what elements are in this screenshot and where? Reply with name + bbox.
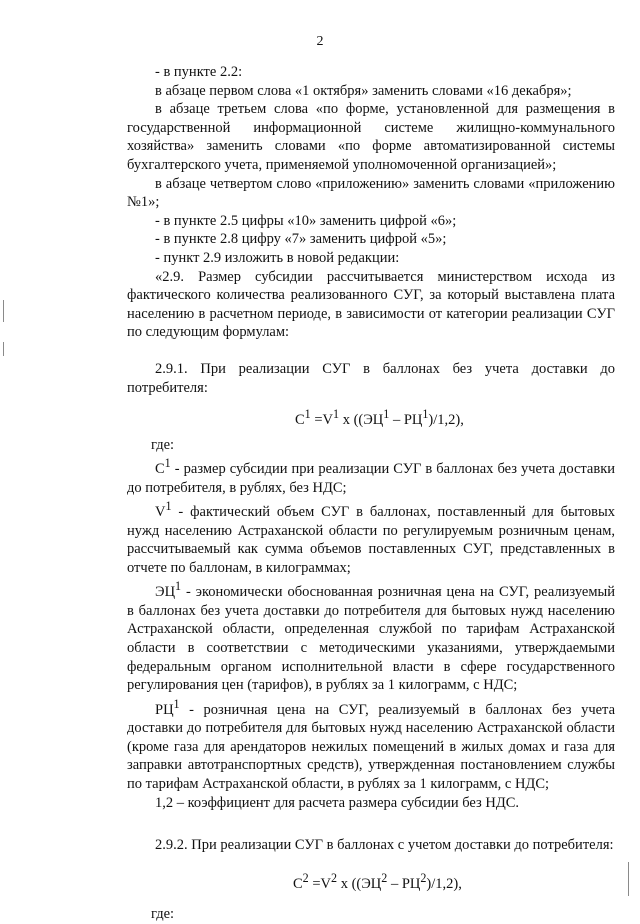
formula-symbol: ЭЦ bbox=[361, 875, 382, 892]
definition-rc1 bbox=[127, 695, 615, 794]
page-number: 2 bbox=[316, 34, 324, 49]
formula-operator: )/1,2), bbox=[426, 875, 462, 892]
formula-operator: х (( bbox=[337, 875, 362, 892]
formula-symbol: V bbox=[320, 875, 332, 892]
formula-operator: х (( bbox=[339, 411, 364, 428]
formula-symbol: С bbox=[295, 411, 305, 428]
paragraph: в абзаце третьем слова «по форме, установленной для размещения в государственной информационной системе жилищно-коммунального хозяйства» заменить словами «по форме автоматизированной системы бухгалтерского учета, применяемой уполномоченной организацией»; bbox=[127, 101, 615, 173]
formula-symbol: ЭЦ bbox=[363, 411, 384, 428]
formula-symbol: РЦ bbox=[401, 875, 421, 892]
definition-text: - фактический объем СУГ в баллонах, поставленный для бытовых нужд населению Астраханской области по регулируемым розничным ценам, рассчитываемый как сумма объемов поставленных СУГ, представленных в отчете по баллонам, в килограммах; bbox=[127, 503, 616, 576]
definition-symbol: РЦ bbox=[155, 701, 174, 718]
paragraph: - в пункте 2.5 цифры «10» заменить цифрой «6»; bbox=[155, 212, 457, 229]
paragraph: - пункт 2.9 изложить в новой редакции: bbox=[155, 249, 400, 266]
formula-operator: = bbox=[310, 411, 323, 428]
document-body bbox=[127, 63, 615, 924]
formula-operator: = bbox=[308, 875, 321, 892]
definition-text: - размер субсидии при реализации СУГ в баллонах без учета доставки до потребителя, в рублях, без НДС; bbox=[127, 460, 616, 496]
scan-artifact-mark bbox=[3, 300, 4, 322]
definition-sup: 1 bbox=[175, 579, 182, 594]
paragraph: - в пункте 2.8 цифру «7» заменить цифрой «5»; bbox=[155, 231, 447, 248]
definition-symbol: V bbox=[155, 503, 166, 520]
paragraph: - в пункте 2.2: bbox=[155, 64, 243, 80]
formula-symbol: V bbox=[322, 411, 334, 428]
formula-sup: 1 bbox=[422, 407, 429, 422]
formula-operator: – bbox=[389, 411, 404, 428]
formula-operator: )/1,2), bbox=[428, 411, 464, 428]
paragraph: «2.9. Размер субсидии рассчитывается министерством исхода из фактического количества реализованного СУГ, за который выставлена плата населению в расчетном периоде, в зависимости от категории реализации СУГ по следующим формулам: bbox=[127, 268, 615, 341]
formula-2 bbox=[293, 869, 615, 893]
definition-text: - розничная цена на СУГ, реализуемый в баллонах без учета доставки до потребителя для бытовых нужд населению Астраханской области (кроме газа для арендаторов нежилых помещений в жилых домах и газа для заправки автотранспортных средств), утвержденная постановлением службы по тарифам Астраханской области, в рублях за 1 килограмм, с НДС; bbox=[127, 701, 615, 792]
definition-sup: 1 bbox=[165, 499, 172, 514]
formula-sup: 2 bbox=[381, 870, 388, 885]
definition-c1 bbox=[127, 454, 615, 497]
formula-sup: 2 bbox=[331, 870, 338, 885]
where-label: где: bbox=[151, 906, 175, 923]
definition-ec1 bbox=[127, 577, 615, 694]
section-2-9-2: 2.9.2. При реализации СУГ в баллонах с учетом доставки до потребителя: bbox=[155, 837, 614, 854]
formula-sup: 2 bbox=[420, 870, 427, 885]
formula-1 bbox=[295, 405, 615, 429]
definition-symbol: С bbox=[155, 460, 165, 477]
paragraph: в абзаце первом слова «1 октября» заменить словами «16 декабря»; bbox=[155, 82, 572, 99]
definition-sup: 1 bbox=[173, 696, 180, 711]
formula-symbol: С bbox=[293, 875, 303, 892]
where-label: где: bbox=[151, 436, 175, 453]
formula-symbol: РЦ bbox=[403, 411, 423, 428]
definition-symbol: ЭЦ bbox=[155, 584, 176, 601]
definition-sup: 1 bbox=[164, 456, 171, 471]
definition-text: - экономически обоснованная розничная цена на СУГ, реализуемый в баллонах без учета доставки до потребителя для бытовых нужд населению Астраханской области, определенная службой по тарифам Астраханской области в соответствии с методическими указаниями, утверждаемыми федеральным органом исполнительной власти в сфере государственного регулирования цен (тарифов), в рублях за 1 килограмм, с НДС; bbox=[127, 584, 616, 694]
section-2-9-1: 2.9.1. При реализации СУГ в баллонах без учета доставки до потребителя: bbox=[127, 360, 615, 396]
scan-artifact-mark bbox=[628, 862, 629, 896]
formula-sup: 1 bbox=[304, 407, 311, 422]
formula-sup: 1 bbox=[333, 407, 340, 422]
definition-v1 bbox=[127, 497, 615, 577]
definition-coefficient: 1,2 – коэффициент для расчета размера субсидии без НДС. bbox=[155, 794, 520, 811]
paragraph: в абзаце четвертом слово «приложению» заменить словами «приложению №1»; bbox=[127, 175, 615, 211]
formula-operator: – bbox=[387, 875, 402, 892]
scan-artifact-mark bbox=[3, 342, 4, 356]
formula-sup: 1 bbox=[383, 407, 390, 422]
formula-sup: 2 bbox=[302, 870, 309, 885]
